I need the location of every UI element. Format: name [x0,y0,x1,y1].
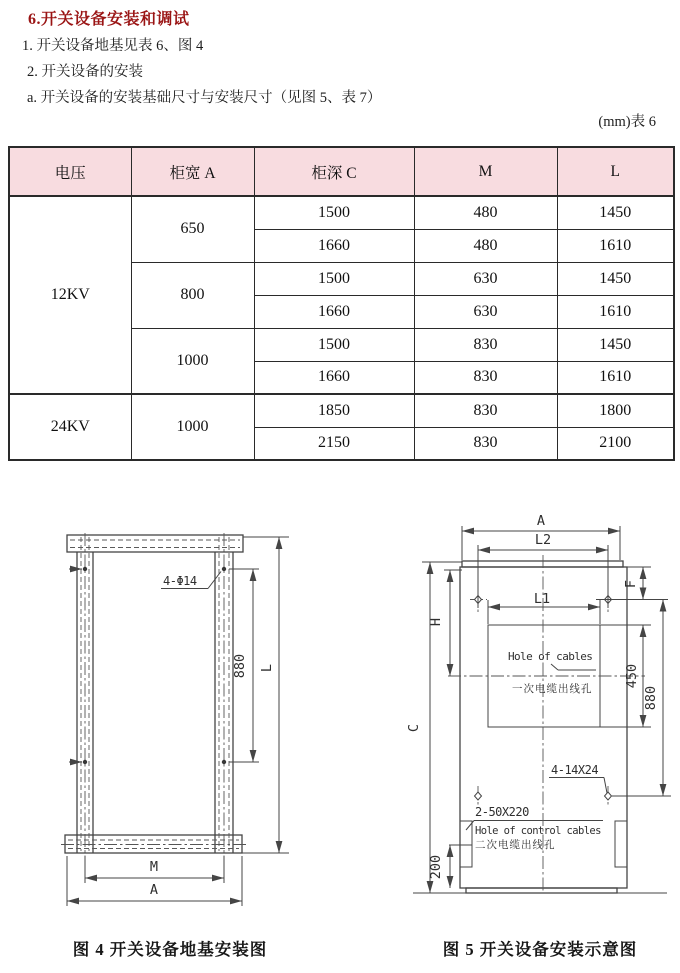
cell-l: 1450 [557,262,674,295]
cell-depth: 2150 [254,427,414,460]
cell-m: 830 [414,394,557,427]
cable-hole-label-en: Hole of cables [508,650,593,663]
dim-F-label: F [623,579,639,589]
figure4-caption: 图 4 开关设备地基安装图 [72,940,268,959]
dimension-880 [612,600,671,797]
dim-A-label: A [149,882,159,898]
cell-m: 480 [414,196,557,229]
cell-m: 480 [414,229,557,262]
dimension-C [406,562,462,893]
dimension-table [8,146,675,461]
cell-m: 830 [414,427,557,460]
cell-voltage: 24KV [9,394,131,460]
cell-l: 1610 [557,361,674,394]
table-unit-note: (mm)表 6 [598,114,656,130]
dimension-F [596,567,668,600]
right-cutout [615,821,627,867]
dim-M-label: M [149,859,159,875]
hidden-edge-lines [68,537,240,851]
dim-L-label: L [259,663,275,673]
cell-voltage: 12KV [9,196,131,394]
anchor-hole-marks [83,567,226,764]
cell-m: 830 [414,328,557,361]
cell-depth: 1500 [254,196,414,229]
dim-H-label: H [428,617,444,627]
cell-l: 1610 [557,295,674,328]
cell-depth: 1660 [254,361,414,394]
cell-depth: 1500 [254,262,414,295]
control-cable-hole-callout [475,805,601,851]
dim-A-label: A [536,513,546,529]
dim-880-label: 880 [643,685,659,711]
figure4-foundation-drawing [30,500,350,973]
cell-l: 1450 [557,196,674,229]
dim-450-label: 450 [624,663,640,689]
cell-m: 830 [414,361,557,394]
hole-size-label: 4-Φ14 [163,574,197,588]
dim-880-label: 880 [232,653,248,679]
cable-hole-label-zh: 一次电缆出线孔 [512,684,593,695]
hole-pointer-arrows [69,569,82,762]
text-line-3: a. 开关设备的安装基础尺寸与安装尺寸（见图 5、表 7） [27,90,382,106]
dimension-L1 [488,591,600,624]
cell-l: 1610 [557,229,674,262]
header-m: M [414,147,557,196]
cell-width: 650 [131,196,254,262]
header-l: L [557,147,674,196]
table-row [9,196,674,229]
slot-size-label: 2-50X220 [475,805,529,819]
table-row [9,394,674,427]
dim-200-label: 200 [428,854,444,880]
cell-width: 800 [131,262,254,328]
cell-depth: 1660 [254,229,414,262]
cell-l: 2100 [557,427,674,460]
cell-l: 1800 [557,394,674,427]
header-voltage: 电压 [9,147,131,196]
dimension-H [428,570,462,676]
dimension-L [242,537,289,853]
top-holes-callout [549,763,607,793]
foundation-channels [65,535,243,853]
header-cabinet-depth: 柜深 C [254,147,414,196]
cell-m: 630 [414,262,557,295]
hole-callout [161,572,221,589]
header-cabinet-width: 柜宽 A [131,147,254,196]
cell-depth: 1660 [254,295,414,328]
dim-C-label: C [406,723,422,733]
text-line-2: 2. 开关设备的安装 [27,64,143,80]
figure5-installation-drawing [400,500,680,900]
dim-L1-label: L1 [533,591,551,607]
table-header-row [9,147,674,196]
dim-L2-label: L2 [534,532,552,548]
cell-width: 1000 [131,328,254,394]
cell-l: 1450 [557,328,674,361]
dimension-M [85,856,224,883]
cell-depth: 1500 [254,328,414,361]
primary-cable-hole-callout [508,650,596,695]
control-hole-label-en: Hole of control cables [475,825,601,837]
control-hole-label-zh: 二次电缆出线孔 [475,840,556,851]
cell-width: 1000 [131,394,254,460]
section-title: 6.开关设备安装和调试 [28,11,190,28]
text-line-1: 1. 开关设备地基见表 6、图 4 [22,38,204,54]
left-cutout [460,821,472,867]
cell-depth: 1850 [254,394,414,427]
figure5-caption: 图 5 开关设备安装示意图 [442,940,638,959]
cell-m: 630 [414,295,557,328]
top-holes-label: 4-14X24 [551,763,599,777]
